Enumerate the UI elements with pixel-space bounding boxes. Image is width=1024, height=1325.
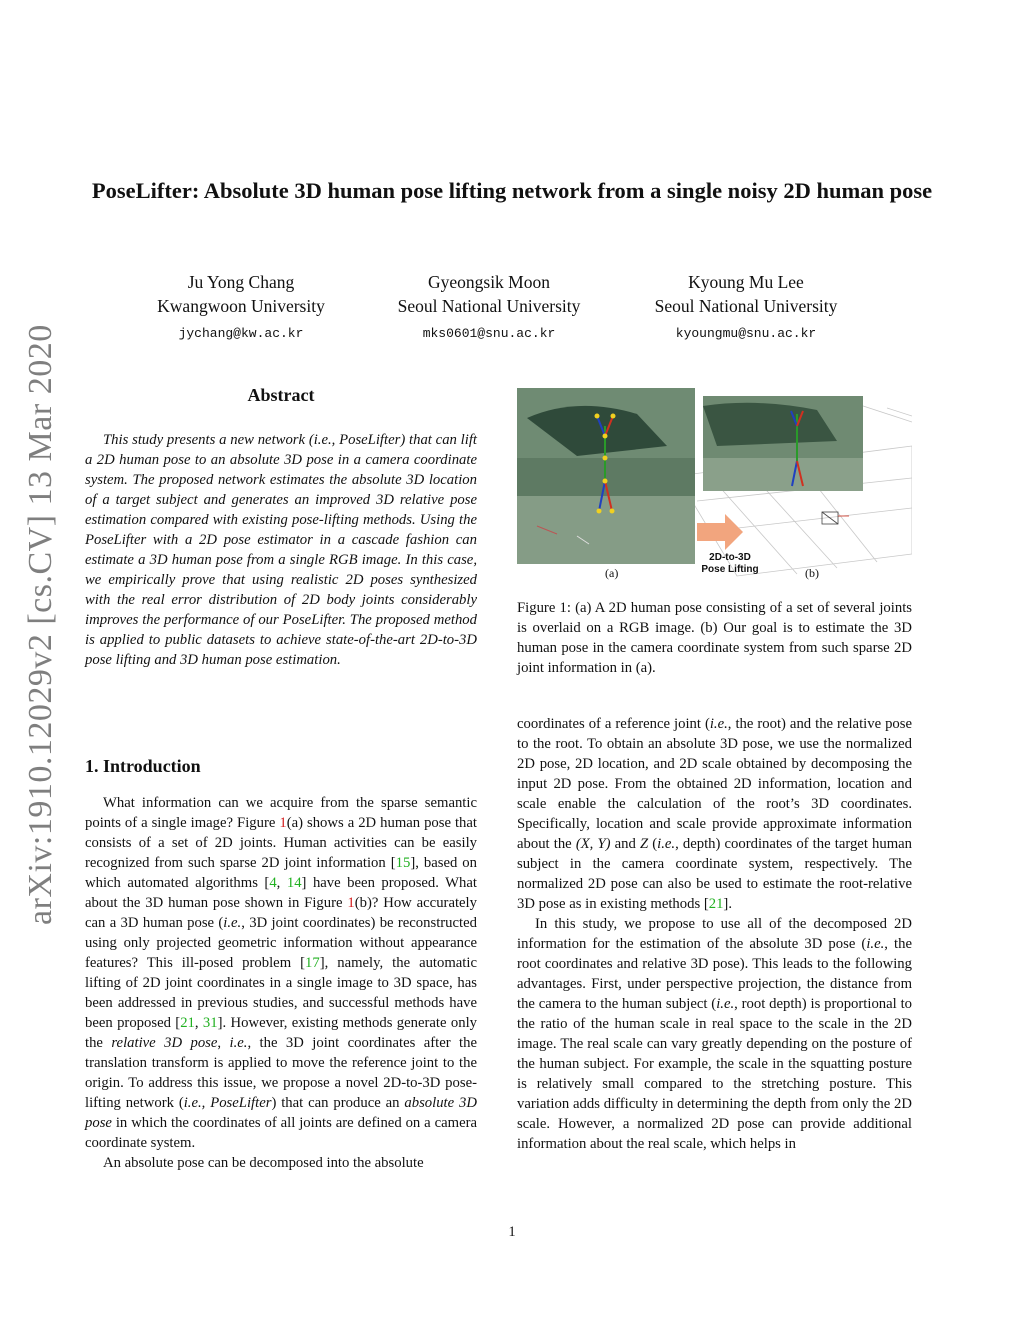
arrow-label <box>695 552 765 576</box>
citation-link[interactable]: 15 <box>395 855 411 871</box>
arrow-label-line-2: Pose Lifting <box>701 564 759 575</box>
figure-1-caption: Figure 1: (a) A 2D human pose consisting of a set of several joints is overlaid on a RGB image. (b) Our goal is to estimate the 3D human pose in the camera coordinate system from such sparse 2D joint information in (a). <box>517 600 912 676</box>
intro-paragraph-1: What information can we acquire from the sparse semantic points of a single image? Figure 1(a) shows a 2D human pose that consists of a set of 2D joints. Human activities can be easily recognized from such sparse 2D joint information [15], based on which automated algorithms [4, 14] have been proposed. What about the 3D human pose shown in Figure 1(b)? How accurately can a 3D human pose (i.e., 3D joint coordinates) be reconstructed using only projected geometric information without appearance features? This ill-posed problem [17], namely, the automatic lifting of 2D joint coordinates in a single image to 3D space, has been addressed in previous studies, and successful methods have been proposed [21, 31]. However, existing methods generate only the relative 3D pose, i.e., the 3D joint coordinates after the translation transform is applied to move the reference joint to the origin. To address this issue, we propose a novel 2D-to-3D pose-lifting network (i.e., PoseLifter) that can produce an absolute 3D pose in which the coordinates of all joints are defined on a camera coordinate system. <box>85 795 478 1151</box>
intro-paragraph-4: In this study, we propose to use all of the decomposed 2D information for the estimation of the absolute 3D pose (i.e., the root coordinates and relative 3D pose). This leads to the following advantages. First, under perspective projection, the distance from the camera to the human subject (i.e., root depth) is proportional to the ratio of the human scale in real space to the scale in the 2D image. The real scale can vary greatly depending on the posture of the human subject. For example, the scale in the squatting posture is relatively small compared to the stretching posture. This variation adds difficulty in determining the depth from only the 2D scale. However, a normalized 2D pose can provide additional information about the real scale, which helps in <box>517 916 912 1152</box>
intro-right-column <box>517 714 912 1154</box>
author-affiliation: Kwangwoon University <box>157 296 325 316</box>
arrow-label-line-1: 2D-to-3D <box>709 552 751 563</box>
citation-link[interactable]: 14 <box>286 875 302 891</box>
citation-link[interactable]: 31 <box>202 1015 218 1031</box>
author-name: Gyeongsik Moon <box>427 272 550 292</box>
author-block-2 <box>359 270 619 346</box>
intro-paragraph-2: An absolute pose can be decomposed into the absolute <box>103 1155 424 1171</box>
author-email: kyoungmu@snu.ac.kr <box>675 326 817 341</box>
author-affiliation: Seoul National University <box>397 296 581 316</box>
citation-link[interactable]: 21 <box>180 1015 195 1031</box>
rgb-image-b <box>703 396 863 491</box>
citation-link[interactable]: 17 <box>305 955 320 971</box>
author-email: jychang@kw.ac.kr <box>178 326 304 341</box>
section-heading-introduction: 1. Introduction <box>85 756 201 776</box>
arrow-icon <box>697 514 743 550</box>
abstract-heading: Abstract <box>247 385 315 405</box>
page-number: 1 <box>508 1224 516 1240</box>
citation-link[interactable]: 21 <box>708 896 724 912</box>
rgb-image-a <box>517 388 695 564</box>
author-affiliation: Seoul National University <box>654 296 838 316</box>
author-block-1 <box>111 270 371 346</box>
arxiv-stamp: arXiv:1910.12029v2 [cs.CV] 13 Mar 2020 <box>22 324 59 925</box>
intro-left-column <box>85 793 477 1173</box>
intro-paragraph-3: coordinates of a reference joint (i.e., the root) and the relative pose to the root. To obtain an absolute 3D pose, we use the normalized 2D pose, 2D location, and 2D scale obtained by decomposing the input 2D pose. From the obtained 2D information, location and scale enable the calculation of the root’s 3D coordinates. Specifically, location and scale provide approximate information about the (X, Y) and Z (i.e., depth) coordinates of the target human subject in the camera coordinate system, respectively. The normalized 2D pose can also be used to estimate the root-relative 3D pose as in existing methods [21]. <box>517 716 913 912</box>
figure-ref-link[interactable]: 1 <box>279 815 287 831</box>
figure-label-a: (a) <box>605 566 619 580</box>
citation-link[interactable]: 4 <box>269 875 277 891</box>
author-block-3 <box>616 270 876 346</box>
figure-ref-link[interactable]: 1 <box>347 895 355 911</box>
author-email: mks0601@snu.ac.kr <box>422 326 556 341</box>
paper-title: PoseLifter: Absolute 3D human pose lifting network from a single noisy 2D human pose <box>91 178 933 203</box>
author-name: Ju Yong Chang <box>187 272 295 292</box>
figure-label-b: (b) <box>805 566 819 580</box>
figure-1 <box>517 386 912 582</box>
author-name: Kyoung Mu Lee <box>688 272 804 292</box>
abstract-text: This study presents a new network (i.e., PoseLifter) that can lift a 2D human pose to an absolute 3D pose in a camera coordinate system. The proposed network estimates the absolute 3D location of a target subject and generates an improved 3D relative pose estimation compared with existing pose-lifting methods. Using the PoseLifter with a 2D pose estimator in a cascade fashion can estimate a 3D human pose from a single RGB image. In this case, we empirically prove that using realistic 2D poses synthesized with the real error distribution of 2D body joints considerably improves the performance of our PoseLifter. The proposed method is applied to public datasets to achieve state-of-the-art 2D-to-3D pose lifting and 3D human pose estimation. <box>85 432 477 668</box>
